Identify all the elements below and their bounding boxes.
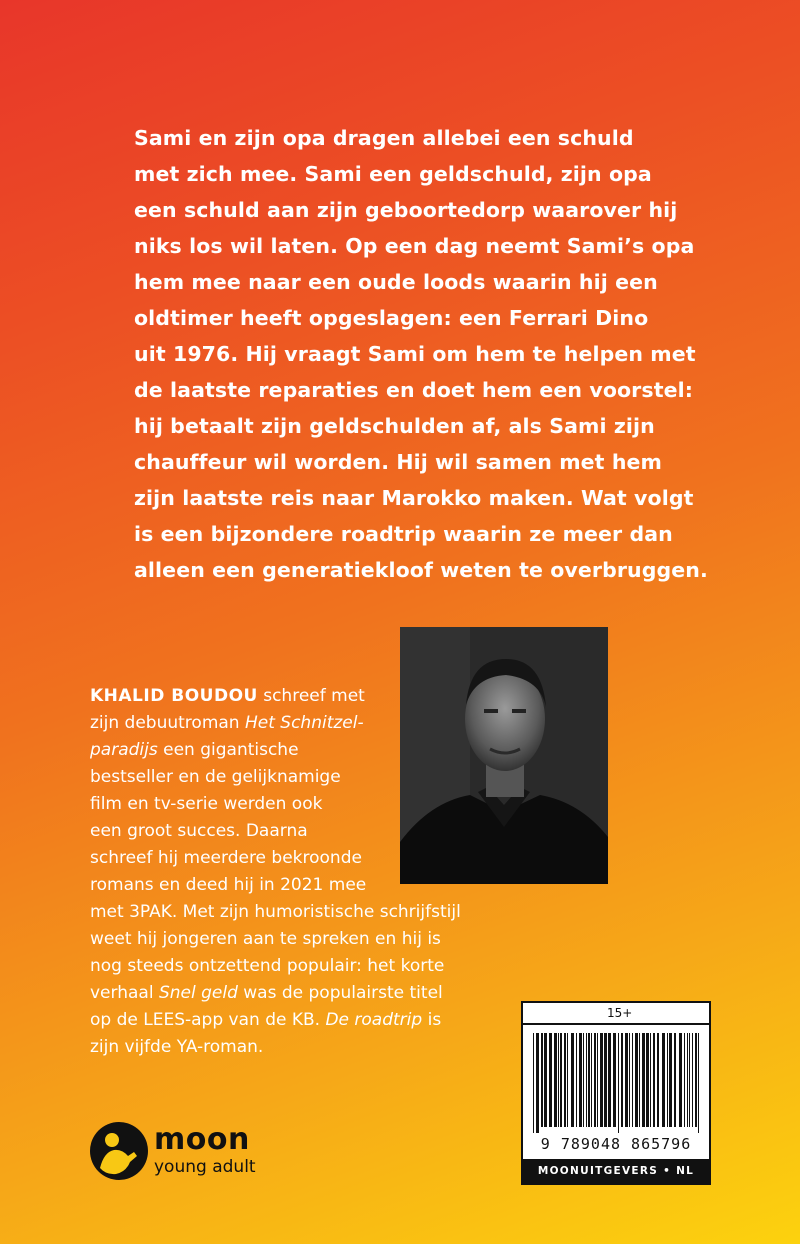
age-rating: 15+ (523, 1003, 709, 1025)
barcode-bar (586, 1033, 587, 1127)
logo-name: moon (154, 1122, 250, 1157)
barcode-bar (576, 1033, 577, 1127)
bio-line: romans en deed hij in 2021 mee (90, 875, 367, 895)
blurb-line: met zich mee. Sami een geldschuld, zijn opa (134, 162, 652, 186)
barcode-box (521, 1001, 711, 1185)
publisher-website: MOONUITGEVERS • NL (523, 1159, 709, 1183)
bio-text: schreef met (257, 686, 365, 706)
barcode-bar (687, 1033, 688, 1127)
barcode-bar (650, 1033, 651, 1127)
blurb-line: een schuld aan zijn geboortedorp waarover hij (134, 198, 678, 222)
book-title: paradijs (90, 740, 158, 760)
barcode-bar (689, 1033, 690, 1127)
barcode-bar (621, 1033, 623, 1127)
barcode-bar (597, 1033, 598, 1127)
barcode-bar (579, 1033, 582, 1127)
barcode-bar (536, 1033, 539, 1133)
barcode-bar (674, 1033, 676, 1127)
bio-line: met 3PAK. Met zijn humoristische schrijfstijl (90, 902, 461, 922)
bio-text: is (422, 1010, 442, 1030)
blurb-line: is een bijzondere roadtrip waarin ze meer dan (134, 522, 673, 546)
barcode-bar (639, 1033, 640, 1127)
bio-line: schreef hij meerdere bekroonde (90, 848, 362, 868)
blurb-line: uit 1976. Hij vraagt Sami om hem te helpen met (134, 342, 696, 366)
barcode-bar (583, 1033, 584, 1127)
barcode-bars (533, 1033, 701, 1133)
bio-line: een groot succes. Daarna (90, 821, 308, 841)
barcode-bar (588, 1033, 590, 1127)
barcode-bar (625, 1033, 628, 1127)
barcode-bar (571, 1033, 574, 1127)
barcode-bar (667, 1033, 668, 1127)
bio-line: bestseller en de gelijknamige (90, 767, 341, 787)
barcode-bar (662, 1033, 665, 1127)
barcode-bar (653, 1033, 655, 1127)
barcode-bar (608, 1033, 611, 1127)
bio-text: verhaal (90, 983, 159, 1003)
blurb-line: hij betaalt zijn geldschulden af, als Sami zijn (134, 414, 655, 438)
author-bio (90, 683, 530, 1061)
blurb-line: chauffeur wil worden. Hij wil samen met hem (134, 450, 662, 474)
book-title: Het Schnitzel- (244, 713, 364, 733)
bio-line: zijn vijfde YA-roman. (90, 1037, 264, 1057)
barcode-bar (600, 1033, 603, 1127)
barcode-bar (567, 1033, 568, 1127)
barcode-bar (549, 1033, 552, 1127)
barcode-bar (604, 1033, 607, 1127)
blurb-line: alleen een generatiekloof weten te overbruggen. (134, 558, 708, 582)
bio-text: een gigantische (157, 740, 299, 760)
barcode-bar (554, 1033, 557, 1127)
bio-line: film en tv-serie werden ook (90, 794, 323, 814)
blurb-text (134, 120, 708, 588)
barcode-bar (632, 1033, 633, 1127)
barcode-bar (629, 1033, 630, 1127)
blurb-line: Sami en zijn opa dragen allebei een schuld (134, 126, 634, 150)
barcode-bar (544, 1033, 547, 1127)
bio-line: weet hij jongeren aan te spreken en hij is (90, 929, 441, 949)
barcode-bar (642, 1033, 645, 1127)
bio-text: zijn debuutroman (90, 713, 245, 733)
blurb-line: niks los wil laten. Op een dag neemt Sami’s opa (134, 234, 695, 258)
isbn-number: 9 789048 865796 (540, 1135, 692, 1153)
barcode-bar (560, 1033, 562, 1127)
barcode-bar (679, 1033, 682, 1127)
blurb-line: zijn laatste reis naar Marokko maken. Wat volgt (134, 486, 694, 510)
barcode-bar (646, 1033, 649, 1127)
author-name: KHALID BOUDOU (90, 686, 258, 706)
story-title: Snel geld (158, 983, 238, 1003)
barcode-bar (533, 1033, 534, 1133)
barcode-bar (692, 1033, 693, 1127)
barcode-bar (684, 1033, 685, 1127)
publisher-logo (88, 1118, 288, 1188)
barcode-bar (695, 1033, 697, 1127)
barcode-bar (657, 1033, 659, 1127)
barcode-bar (591, 1033, 592, 1127)
bio-text: was de populairste titel (237, 983, 443, 1003)
barcode-bar (669, 1033, 672, 1127)
blurb-line: de laatste reparaties en doet hem een voorstel: (134, 378, 694, 402)
bio-text: op de LEES-app van de KB. (90, 1010, 326, 1030)
book-title: De roadtrip (325, 1010, 423, 1030)
blurb-line: hem mee naar een oude loods waarin hij een (134, 270, 658, 294)
barcode-bar (541, 1033, 543, 1127)
blurb-line: oldtimer heeft opgeslagen: een Ferrari Dino (134, 306, 649, 330)
bio-line: nog steeds ontzettend populair: het korte (90, 956, 445, 976)
logo-subtitle: young adult (154, 1157, 256, 1177)
barcode-bar (564, 1033, 566, 1127)
barcode-bar (594, 1033, 596, 1127)
barcode-bar (698, 1033, 699, 1133)
barcode-bar (618, 1033, 619, 1133)
barcode-bar (558, 1033, 559, 1127)
barcode-bar (613, 1033, 616, 1127)
barcode-bar (635, 1033, 638, 1127)
moon-logo-icon (88, 1118, 150, 1184)
